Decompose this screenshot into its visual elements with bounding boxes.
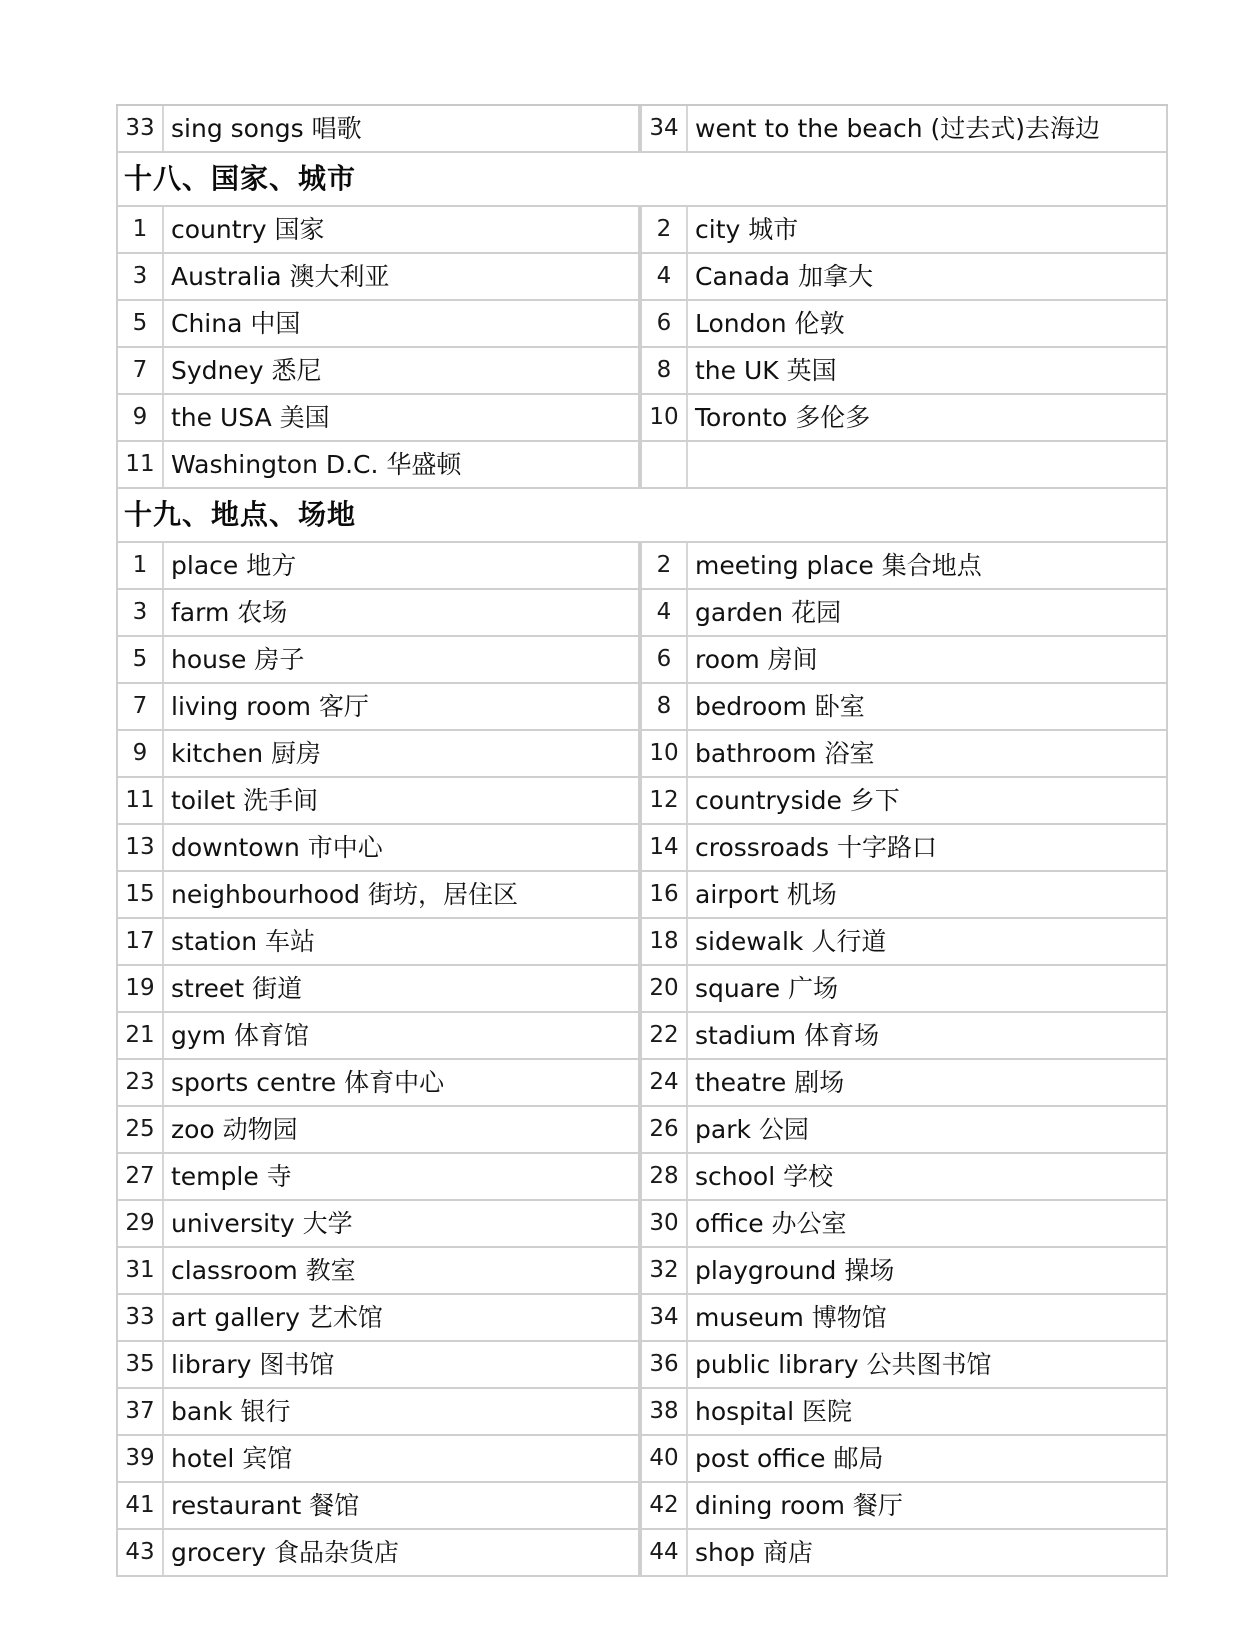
table-row: [116, 1483, 1168, 1530]
entry-number-left: 7: [118, 348, 164, 393]
entry-term-right: meeting place 集合地点: [695, 551, 982, 580]
table-row: [116, 1530, 1168, 1577]
table-row: [116, 1436, 1168, 1483]
entry-term-left: farm 农场: [164, 590, 642, 635]
entry-number-right: 26: [642, 1107, 688, 1152]
entry-term-left: living room 客厅: [164, 684, 642, 729]
entry-number-left: 37: [118, 1389, 164, 1434]
table-row: [116, 637, 1168, 684]
entry-number-right: 20: [642, 966, 688, 1011]
entry-number-left: 23: [118, 1060, 164, 1105]
entry-term-left: downtown 市中心: [164, 825, 642, 870]
entry-term-left: neighbourhood 街坊，居住区: [164, 872, 642, 917]
entry-number-right: 34: [642, 1295, 688, 1340]
entry-number-left: 17: [118, 919, 164, 964]
entry-number-left: 7: [118, 684, 164, 729]
entry-term-right: stadium 体育场: [695, 1021, 880, 1050]
entry-number-left: 11: [118, 442, 164, 487]
table-row: [116, 207, 1168, 254]
entry-number-right: 16: [642, 872, 688, 917]
entry-number-right: 8: [642, 684, 688, 729]
table-row: [116, 872, 1168, 919]
table-row: [116, 1248, 1168, 1295]
entry-number-left: 5: [118, 301, 164, 346]
entry-term-left: art gallery 艺术馆: [164, 1295, 642, 1340]
entry-number-left: 35: [118, 1342, 164, 1387]
entry-number-right: 24: [642, 1060, 688, 1105]
table-row: [116, 1107, 1168, 1154]
table-row: [116, 966, 1168, 1013]
entry-number-left: 29: [118, 1201, 164, 1246]
entry-number-left: 41: [118, 1483, 164, 1528]
entry-term-right: dining room 餐厅: [695, 1491, 903, 1520]
entry-term-left: Australia 澳大利亚: [164, 254, 642, 299]
entry-number-right: 14: [642, 825, 688, 870]
entry-number-right: 2: [642, 543, 688, 588]
entry-term-right: the UK 英国: [695, 356, 837, 385]
entry-term-right: Toronto 多伦多: [695, 403, 871, 432]
entry-term-right: sidewalk 人行道: [695, 927, 887, 956]
entry-term-right: public library 公共图书馆: [695, 1350, 992, 1379]
entry-term-right: theatre 剧场: [695, 1068, 845, 1097]
entry-term-right: hospital 医院: [695, 1397, 852, 1426]
table-row: [116, 919, 1168, 966]
entry-term-left: temple 寺: [164, 1154, 642, 1199]
table-row: [116, 825, 1168, 872]
table-row: [116, 1389, 1168, 1436]
entry-number-left: 13: [118, 825, 164, 870]
entry-term-left: sports centre 体育中心: [164, 1060, 642, 1105]
entry-term-left: the USA 美国: [164, 395, 642, 440]
table-row: [116, 731, 1168, 778]
entry-number-right: 8: [642, 348, 688, 393]
entry-term-right: playground 操场: [695, 1256, 895, 1285]
entry-number-right: 10: [642, 395, 688, 440]
entry-term-left: classroom 教室: [164, 1248, 642, 1293]
entry-number-right: 22: [642, 1013, 688, 1058]
entry-number-right: 18: [642, 919, 688, 964]
table-row: [116, 1295, 1168, 1342]
entry-number-left: 15: [118, 872, 164, 917]
entry-number-left: 33: [118, 1295, 164, 1340]
entry-number-right: 4: [642, 590, 688, 635]
entry-number-right: 34: [642, 106, 688, 151]
table-row: [116, 1154, 1168, 1201]
table-row: [116, 301, 1168, 348]
entry-number-right: 4: [642, 254, 688, 299]
table-row: [116, 254, 1168, 301]
entry-number-left: 27: [118, 1154, 164, 1199]
entry-number-left: 21: [118, 1013, 164, 1058]
entry-term-right: city 城市: [695, 215, 799, 244]
entry-number-right: 36: [642, 1342, 688, 1387]
entry-term-left: grocery 食品杂货店: [164, 1530, 642, 1575]
entry-number-left: 9: [118, 731, 164, 776]
table-row: [116, 1342, 1168, 1389]
entry-number-right: 42: [642, 1483, 688, 1528]
entry-term-left: zoo 动物园: [164, 1107, 642, 1152]
entry-number-left: 9: [118, 395, 164, 440]
entry-term-right: park 公园: [695, 1115, 809, 1144]
entry-number-left: 25: [118, 1107, 164, 1152]
table-row: [116, 106, 1168, 153]
entry-term-right: room 房间: [695, 645, 818, 674]
entry-term-right: school 学校: [695, 1162, 834, 1191]
entry-number-right: 30: [642, 1201, 688, 1246]
entry-number-left: 33: [118, 106, 164, 151]
table-row: [116, 1060, 1168, 1107]
entry-term-right: airport 机场: [695, 880, 837, 909]
entry-number-left: 39: [118, 1436, 164, 1481]
entry-term-right: square 广场: [695, 974, 839, 1003]
table-row: [116, 684, 1168, 731]
entry-term-right: went to the beach (过去式)去海边: [695, 114, 1101, 143]
entry-number-left: 3: [118, 590, 164, 635]
table-row: [116, 1013, 1168, 1060]
entry-term-right: London 伦敦: [695, 309, 845, 338]
table-row: [116, 348, 1168, 395]
entry-term-left: country 国家: [164, 207, 642, 252]
entry-term-left: sing songs 唱歌: [164, 106, 642, 151]
table-row: [116, 778, 1168, 825]
entry-term-left: hotel 宾馆: [164, 1436, 642, 1481]
entry-number-right: 32: [642, 1248, 688, 1293]
entry-number-right: 10: [642, 731, 688, 776]
entry-number-right: [642, 442, 688, 487]
entry-number-left: 1: [118, 543, 164, 588]
entry-term-right: countryside 乡下: [695, 786, 900, 815]
entry-number-right: 44: [642, 1530, 688, 1575]
table-row: [116, 590, 1168, 637]
entry-term-right: shop 商店: [695, 1538, 813, 1567]
entry-term-left: bank 银行: [164, 1389, 642, 1434]
entry-number-left: 11: [118, 778, 164, 823]
section-heading: 十九、地点、场地: [116, 489, 1168, 543]
entry-term-right: garden 花园: [695, 598, 842, 627]
entry-number-right: 6: [642, 637, 688, 682]
entry-number-left: 31: [118, 1248, 164, 1293]
entry-term-left: restaurant 餐馆: [164, 1483, 642, 1528]
entry-number-left: 1: [118, 207, 164, 252]
entry-number-right: 40: [642, 1436, 688, 1481]
entry-number-right: 2: [642, 207, 688, 252]
entry-number-right: 6: [642, 301, 688, 346]
table-row: [116, 442, 1168, 489]
entry-term-right: office 办公室: [695, 1209, 847, 1238]
entry-term-right: bedroom 卧室: [695, 692, 865, 721]
section-heading: 十八、国家、城市: [116, 153, 1168, 207]
entry-number-right: 38: [642, 1389, 688, 1434]
entry-term-left: Sydney 悉尼: [164, 348, 642, 393]
entry-term-left: gym 体育馆: [164, 1013, 642, 1058]
entry-number-left: 19: [118, 966, 164, 1011]
table-row: [116, 543, 1168, 590]
entry-term-right: museum 博物馆: [695, 1303, 887, 1332]
entry-term-left: station 车站: [164, 919, 642, 964]
entry-term-left: Washington D.C. 华盛顿: [164, 442, 642, 487]
entry-term-right: bathroom 浴室: [695, 739, 875, 768]
entry-term-right: post office 邮局: [695, 1444, 884, 1473]
entry-term-right: [688, 442, 1166, 487]
entry-term-left: street 街道: [164, 966, 642, 1011]
entry-number-right: 12: [642, 778, 688, 823]
entry-term-left: library 图书馆: [164, 1342, 642, 1387]
entry-number-right: 28: [642, 1154, 688, 1199]
entry-term-left: university 大学: [164, 1201, 642, 1246]
table-row: [116, 1201, 1168, 1248]
entry-term-left: toilet 洗手间: [164, 778, 642, 823]
entry-term-left: China 中国: [164, 301, 642, 346]
vocabulary-table: [116, 104, 1168, 1577]
entry-term-left: kitchen 厨房: [164, 731, 642, 776]
entry-number-left: 43: [118, 1530, 164, 1575]
entry-number-left: 5: [118, 637, 164, 682]
table-row: [116, 395, 1168, 442]
entry-term-left: house 房子: [164, 637, 642, 682]
entry-term-right: Canada 加拿大: [695, 262, 874, 291]
entry-term-left: place 地方: [164, 543, 642, 588]
entry-term-right: crossroads 十字路口: [695, 833, 938, 862]
entry-number-left: 3: [118, 254, 164, 299]
